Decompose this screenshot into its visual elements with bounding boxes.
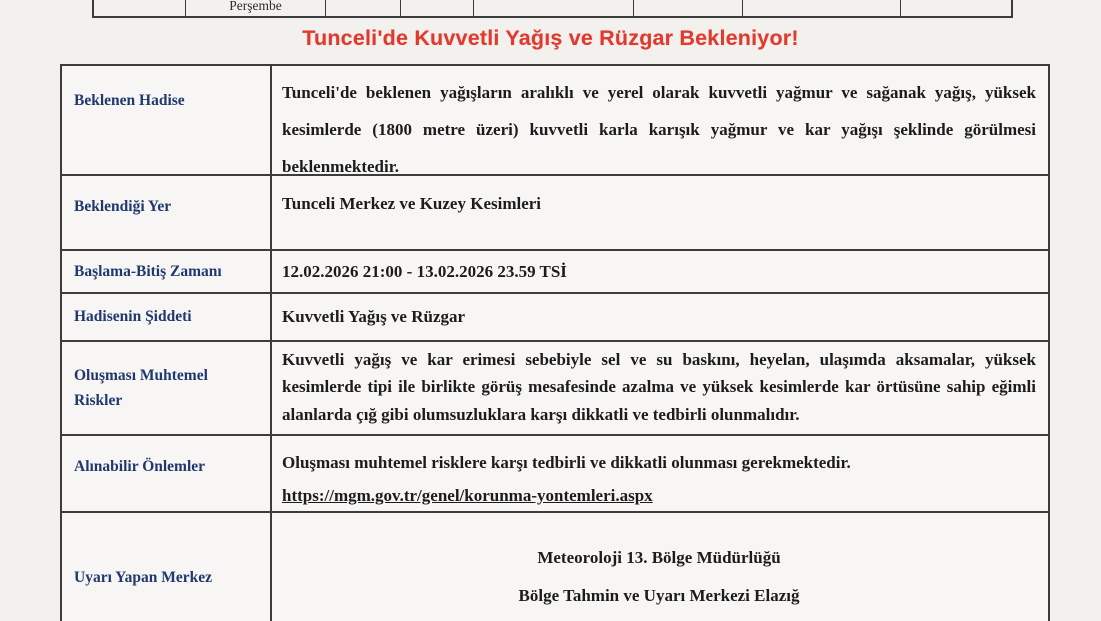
table-row-muhtemel-riskler — [62, 342, 1048, 437]
forecast-cell — [742, 0, 900, 16]
row-content — [272, 436, 1048, 511]
forecast-cell — [900, 0, 1013, 16]
forecast-cell — [473, 0, 633, 16]
row-label: Beklenen Hadise — [62, 66, 272, 174]
table-row-baslama-bitis-zamani — [62, 251, 1048, 293]
row-label: Hadisenin Şiddeti — [62, 294, 272, 340]
forecast-cell — [400, 0, 473, 16]
table-row-beklendigi-yer — [62, 176, 1048, 251]
issuing-center-line2: Bölge Tahmin ve Uyarı Merkezi Elazığ — [518, 586, 800, 606]
table-row-beklenen-hadise — [62, 66, 1048, 176]
row-content: Tunceli Merkez ve Kuzey Kesimleri — [282, 194, 542, 213]
forecast-day-label: Perşembe — [229, 0, 282, 13]
forecast-cell — [633, 0, 742, 16]
warning-headline: Tunceli'de Kuvvetli Yağış ve Rüzgar Bekleniyor! — [302, 26, 799, 50]
forecast-day-cell — [185, 0, 325, 16]
row-label: Uyarı Yapan Merkez — [62, 513, 272, 621]
row-label: Oluşması Muhtemel Riskler — [62, 342, 272, 435]
protection-methods-link[interactable]: https://mgm.gov.tr/genel/korunma-yontemleri.aspx — [282, 486, 653, 506]
row-content — [272, 513, 1048, 621]
table-row-hadisenin-siddeti — [62, 294, 1048, 342]
row-label: Başlama-Bitiş Zamanı — [62, 251, 272, 291]
row-content: Kuvvetli yağış ve kar erimesi sebebiyle sel ve su baskını, heyelan, ulaşımda aksamalar, yüksek kesimlerde tipi ile birlikte görüş mesafesinde azalma ve yüksek kesimlerde kar örtüsüne sahip eğimli alanlarda çığ gibi olumsuzluklara karşı dikkatli ve tedbirli olunmalıdır. — [282, 349, 1036, 424]
row-content: Kuvvetli Yağış ve Rüzgar — [282, 306, 466, 326]
row-content: Tunceli'de beklenen yağışların aralıklı ve yerel olarak kuvvetli yağmur ve sağanak yağış, yüksek kesimlerde (1800 metre üzeri) kuvvetli karla karışık yağmur ve kar yağışı şeklinde görülmesi beklenmektedir. — [282, 83, 1036, 176]
forecast-cell — [325, 0, 400, 16]
forecast-cell — [92, 0, 185, 16]
issuing-center-line1: Meteoroloji 13. Bölge Müdürlüğü — [537, 548, 781, 568]
table-row-alinabilir-onlemler — [62, 436, 1048, 513]
row-label: Alınabilir Önlemler — [62, 436, 272, 511]
precaution-text: Oluşması muhtemel risklere karşı tedbirli ve dikkatli olunması gerekmektedir. — [282, 453, 851, 473]
warning-table — [60, 64, 1050, 621]
row-label: Beklendiği Yer — [62, 176, 272, 249]
forecast-table-partial — [92, 0, 1013, 18]
row-content: 12.02.2026 21:00 - 13.02.2026 23.59 TSİ — [282, 261, 567, 281]
table-row-uyari-yapan-merkez — [62, 513, 1048, 621]
